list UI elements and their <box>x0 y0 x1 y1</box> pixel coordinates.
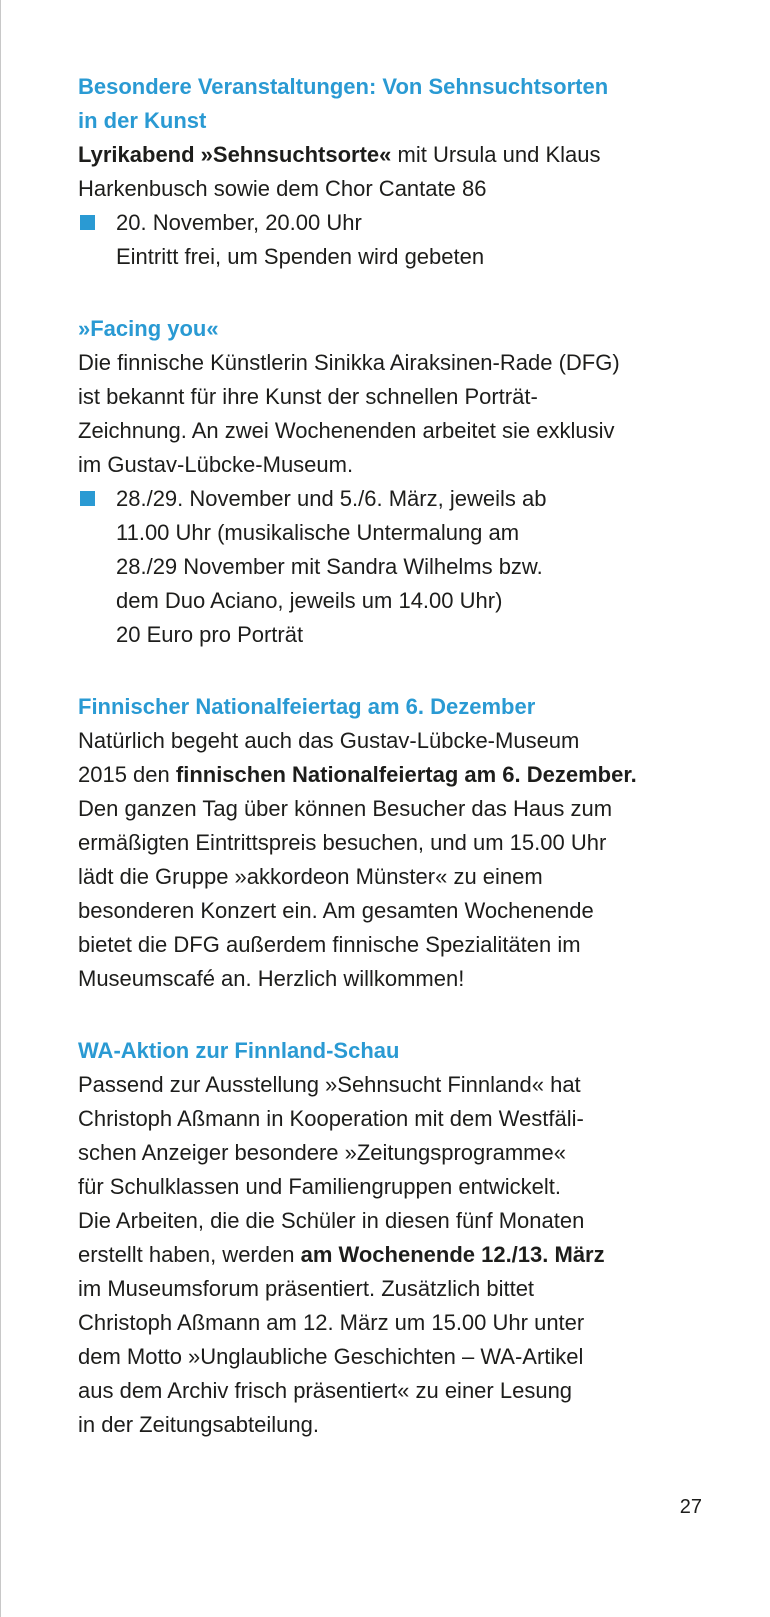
section-heading: Finnischer Nationalfeiertag am 6. Dezember <box>78 694 536 719</box>
section-heading: »Facing you« <box>78 316 219 341</box>
section-special-events <box>78 70 728 274</box>
body-line: ist bekannt für ihre Kunst der schnellen Porträt- <box>78 384 538 409</box>
event-title: Lyrikabend »Sehnsuchtsorte« <box>78 142 392 167</box>
body-line: ermäßigten Eintrittspreis besuchen, und um 15.00 Uhr <box>78 830 607 855</box>
detail-line: Eintritt frei, um Spenden wird gebeten <box>116 244 485 269</box>
highlight-text: finnischen Nationalfeiertag am 6. Dezember. <box>175 762 637 787</box>
body-line: für Schulklassen und Familiengruppen entwickelt. <box>78 1174 562 1199</box>
detail-line: 11.00 Uhr (musikalische Untermalung am <box>116 520 520 545</box>
bullet-square-icon <box>80 215 95 230</box>
section-body <box>78 724 728 996</box>
body-line: dem Motto »Unglaubliche Geschichten – WA-Artikel <box>78 1344 584 1369</box>
section-wa-aktion <box>78 1034 728 1442</box>
body-line: Museumscafé an. Herzlich willkommen! <box>78 966 465 991</box>
body-line: Zeichnung. An zwei Wochenenden arbeitet sie exklusiv <box>78 418 615 443</box>
section-intro <box>78 138 728 206</box>
body-line: Den ganzen Tag über können Besucher das Haus zum <box>78 796 613 821</box>
body-line: Die Arbeiten, die die Schüler in diesen fünf Monaten <box>78 1208 585 1233</box>
detail-line: dem Duo Aciano, jeweils um 14.00 Uhr) <box>116 588 503 613</box>
highlight-text: am Wochenende 12./13. März <box>300 1242 605 1267</box>
body-line: Christoph Aßmann am 12. März um 15.00 Uhr unter <box>78 1310 585 1335</box>
body-line: besonderen Konzert ein. Am gesamten Wochenende <box>78 898 594 923</box>
page-edge-line <box>0 0 1 1617</box>
detail-line: 28./29 November mit Sandra Wilhelms bzw. <box>116 554 543 579</box>
section-body <box>78 346 728 482</box>
body-line: bietet die DFG außerdem finnische Spezialitäten im <box>78 932 581 957</box>
detail-line: 20 Euro pro Porträt <box>116 622 304 647</box>
bullet-square-icon <box>80 491 95 506</box>
event-details <box>78 206 728 274</box>
body-line: Die finnische Künstlerin Sinikka Airaksinen-Rade (DFG) <box>78 350 620 375</box>
detail-line: 28./29. November und 5./6. März, jeweils ab <box>116 486 547 511</box>
event-details <box>78 482 728 652</box>
body-line: Passend zur Ausstellung »Sehnsucht Finnland« hat <box>78 1072 581 1097</box>
page-number: 27 <box>679 1496 702 1518</box>
page-content <box>78 70 728 1480</box>
body-line: im Gustav-Lübcke-Museum. <box>78 452 354 477</box>
body-line: lädt die Gruppe »akkordeon Münster« zu einem <box>78 864 543 889</box>
section-heading: WA-Aktion zur Finnland-Schau <box>78 1038 400 1063</box>
body-line: im Museumsforum präsentiert. Zusätzlich bittet <box>78 1276 535 1301</box>
body-text: erstellt haben, werden <box>78 1242 301 1267</box>
body-line: in der Zeitungsabteilung. <box>78 1412 319 1437</box>
body-text: 2015 den <box>78 762 176 787</box>
intro-text: mit Ursula und Klaus <box>391 142 601 167</box>
section-facing-you <box>78 312 728 652</box>
intro-text: Harkenbusch sowie dem Chor Cantate 86 <box>78 176 487 201</box>
body-line: aus dem Archiv frisch präsentiert« zu einer Lesung <box>78 1378 573 1403</box>
body-line: Natürlich begeht auch das Gustav-Lübcke-Museum <box>78 728 580 753</box>
body-line: schen Anzeiger besondere »Zeitungsprogramme« <box>78 1140 566 1165</box>
heading-line: in der Kunst <box>78 108 207 133</box>
section-national-holiday <box>78 690 728 996</box>
heading-line: Besondere Veranstaltungen: Von Sehnsuchtsorten <box>78 74 609 99</box>
body-line: Christoph Aßmann in Kooperation mit dem Westfäli- <box>78 1106 584 1131</box>
detail-line: 20. November, 20.00 Uhr <box>116 210 362 235</box>
section-heading <box>78 70 728 138</box>
section-body <box>78 1068 728 1442</box>
